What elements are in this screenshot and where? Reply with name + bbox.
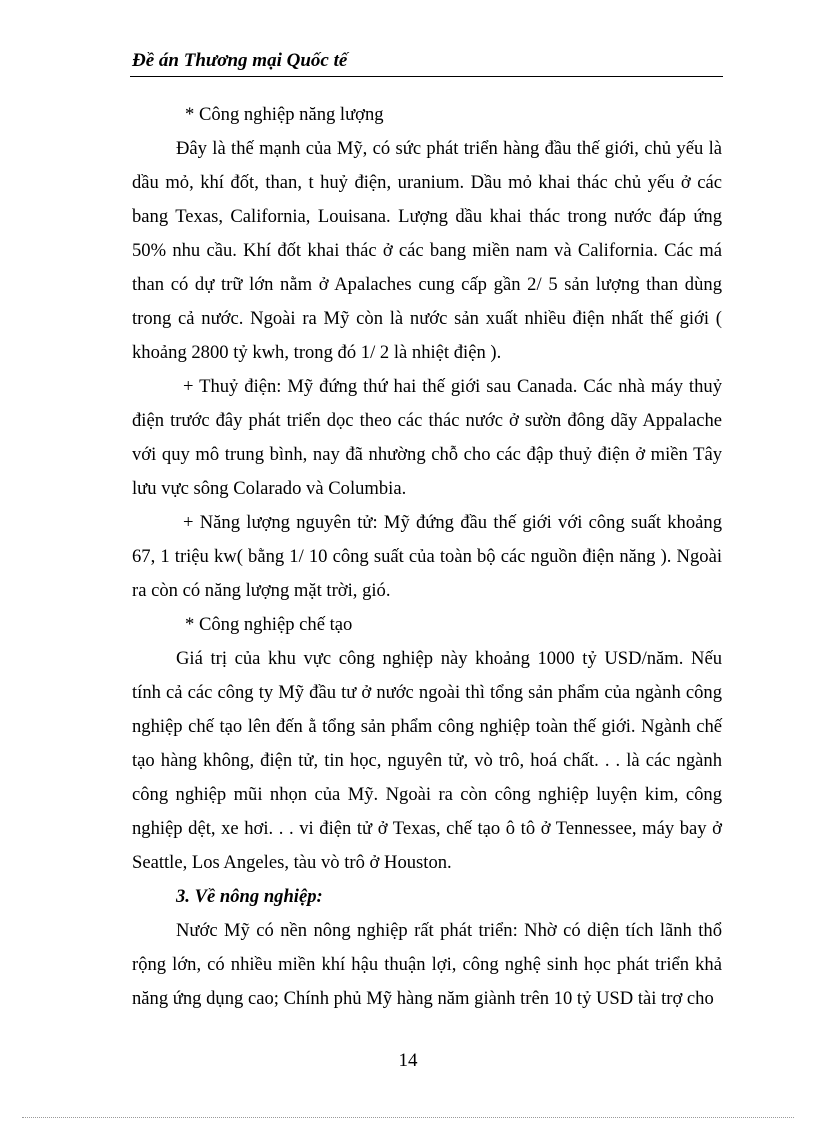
page-number: 14 [398, 1050, 418, 1071]
text-line: + Năng lượng nguyên tử: Mỹ đứng đầu thế giới với công suất khoảng [183, 512, 722, 533]
text-line: Nước Mỹ có nền nông nghiệp rất phát triển: Nhờ có diện tích lãnh thổ [176, 920, 722, 941]
section-heading-energy: * Công nghiệp năng lượng [185, 104, 384, 125]
text-line: điện trước đây phát triển dọc theo các thác nước ở sườn đông dãy Appalache [132, 410, 722, 431]
section-heading-agriculture: 3. Về nông nghiệp: [176, 886, 323, 907]
text-line: ra còn có năng lượng mặt trời, gió. [132, 580, 391, 601]
text-line: Đây là thế mạnh của Mỹ, có sức phát triển hàng đầu thế giới, chủ yếu là [176, 138, 722, 159]
text-line: + Thuỷ điện: Mỹ đứng thứ hai thế giới sau Canada. Các nhà máy thuỷ [183, 376, 722, 397]
text-line: năng ứng dụng cao; Chính phủ Mỹ hàng năm giành trên 10 tỷ USD tài trợ cho [132, 988, 714, 1009]
text-line: tạo hàng không, điện tử, tin học, nguyên tử, vò trô, hoá chất. . . là các ngành [132, 750, 722, 771]
text-line: Seattle, Los Angeles, tàu vò trô ở Houston. [132, 852, 452, 873]
text-line: công nghiệp mũi nhọn của Mỹ. Ngoài ra còn công nghiệp luyện kim, công [132, 784, 722, 805]
text-line: trong cả nước. Ngoài ra Mỹ còn là nước sản xuất nhiều điện nhất thế giới ( [132, 308, 722, 329]
text-line: khoảng 2800 tỷ kwh, trong đó 1/ 2 là nhiệt điện ). [132, 342, 502, 363]
page-bottom-border [22, 1117, 794, 1118]
text-line: nghiệp chế tạo lên đến ằ tổng sản phẩm công nghiệp toàn thế giới. Ngành chế [132, 716, 722, 737]
text-line: nghiệp dệt, xe hơi. . . vi điện tử ở Texas, chế tạo ô tô ở Tennessee, máy bay ở [132, 818, 722, 839]
section-heading-manufacturing: * Công nghiệp chế tạo [185, 614, 353, 635]
text-line: Giá trị của khu vực công nghiệp này khoảng 1000 tỷ USD/năm. Nếu [176, 648, 722, 669]
document-header-title: Đề án Thương mại Quốc tế [132, 50, 348, 71]
text-line: 67, 1 triệu kw( bằng 1/ 10 công suất của toàn bộ các nguồn điện năng ). Ngoài [132, 546, 722, 567]
header-divider [130, 76, 723, 77]
text-line: than có dự trữ lớn nằm ở Apalaches cung cấp gần 2/ 5 sản lượng than dùng [132, 274, 722, 295]
text-line: với quy mô trung bình, nay đã nhường chỗ cho các đập thuỷ điện ở miền Tây [132, 444, 722, 465]
text-line: lưu vực sông Colarado và Columbia. [132, 478, 407, 499]
text-line: rộng lớn, có nhiều miền khí hậu thuận lợi, công nghệ sinh học phát triển khả [132, 954, 722, 975]
text-line: bang Texas, California, Louisana. Lượng dầu khai thác trong nước đáp ứng [132, 206, 722, 227]
text-line: 50% nhu cầu. Khí đốt khai thác ở các bang miền nam và California. Các má [132, 240, 722, 261]
text-line: dầu mỏ, khí đốt, than, t huỷ điện, uranium. Dầu mỏ khai thác chủ yếu ở các [132, 172, 722, 193]
text-line: tính cả các công ty Mỹ đầu tư ở nước ngoài thì tổng sản phẩm của ngành công [132, 682, 722, 703]
